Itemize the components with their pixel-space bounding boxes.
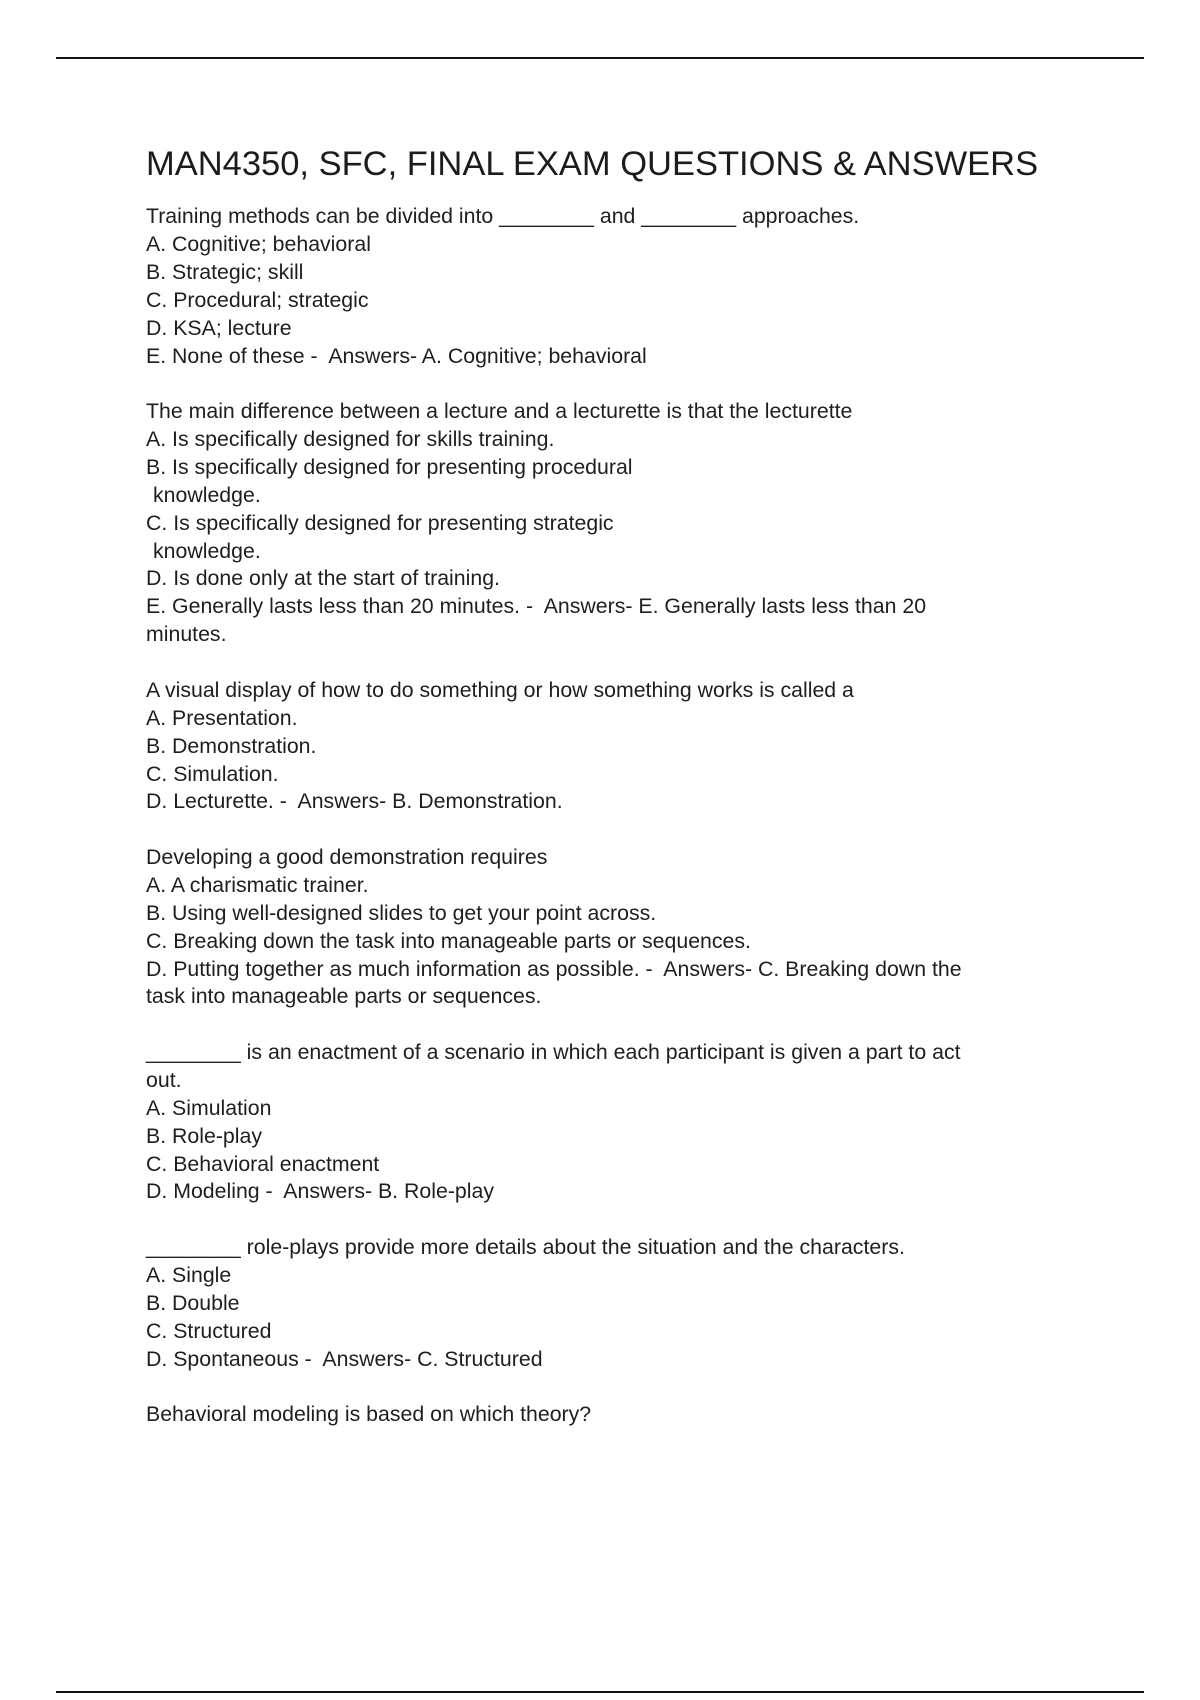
option-b: B. Demonstration. [146, 733, 317, 758]
option-d-answer: D. Putting together as much information as possible. - Answers- C. Breaking down the [146, 956, 962, 981]
option-b: B. Is specifically designed for presenting procedural [146, 454, 633, 479]
question-5 [146, 1039, 1096, 1206]
question-text: A visual display of how to do something or how something works is called a [146, 677, 854, 702]
question-text: ________ is an enactment of a scenario in which each participant is given a part to act [146, 1039, 961, 1064]
question-text: Training methods can be divided into ________ and ________ approaches. [146, 204, 860, 228]
option-d-answer: D. Modeling - Answers- B. Role-play [146, 1179, 494, 1204]
question-7 [146, 1401, 1096, 1429]
question-3 [146, 677, 1096, 817]
question-text: Developing a good demonstration requires [146, 844, 548, 869]
option-d-answer: D. Lecturette. - Answers- B. Demonstration. [146, 789, 563, 814]
option-c: C. Simulation. [146, 761, 279, 786]
option-c: C. Behavioral enactment [146, 1151, 380, 1176]
option-c: C. Procedural; strategic [146, 287, 369, 312]
question-4 [146, 844, 1096, 1011]
question-1 [146, 203, 1096, 370]
option-a: A. Is specifically designed for skills training. [146, 426, 555, 451]
document-title: MAN4350, SFC, FINAL EXAM QUESTIONS & ANSWERS [146, 145, 1039, 183]
option-b: B. Double [146, 1290, 240, 1315]
option-b: B. Strategic; skill [146, 259, 304, 284]
answer-continued: minutes. [146, 622, 227, 647]
option-c: C. Breaking down the task into manageable parts or sequences. [146, 928, 751, 953]
option-c: C. Is specifically designed for presenting strategic [146, 510, 614, 535]
document-body [146, 140, 1096, 1457]
question-text: The main difference between a lecture and a lecturette is that the lecturette [146, 399, 853, 424]
option-e-answer: E. None of these - Answers- A. Cognitive; behavioral [146, 343, 647, 368]
option-c-continued: knowledge. [153, 538, 261, 563]
question-2 [146, 398, 1096, 649]
option-d-answer: D. Spontaneous - Answers- C. Structured [146, 1346, 543, 1371]
option-b: B. Role-play [146, 1123, 262, 1148]
question-text: ________ role-plays provide more details about the situation and the characters. [146, 1234, 905, 1259]
option-a: A. Presentation. [146, 705, 298, 730]
option-a: A. A charismatic trainer. [146, 872, 369, 897]
option-d: D. Is done only at the start of training. [146, 566, 500, 591]
option-a: A. Cognitive; behavioral [146, 231, 371, 256]
option-b: B. Using well-designed slides to get your point across. [146, 900, 657, 925]
answer-continued: task into manageable parts or sequences. [146, 984, 542, 1009]
question-text: Behavioral modeling is based on which theory? [146, 1402, 592, 1427]
question-6 [146, 1234, 1096, 1374]
option-c: C. Structured [146, 1318, 272, 1343]
top-rule [56, 57, 1144, 59]
option-d: D. KSA; lecture [146, 315, 292, 340]
question-text-continued: out. [146, 1067, 182, 1092]
option-a: A. Single [146, 1262, 232, 1287]
bottom-rule [56, 1691, 1144, 1693]
option-a: A. Simulation [146, 1095, 272, 1120]
option-e-answer: E. Generally lasts less than 20 minutes. - Answers- E. Generally lasts less than 20 [146, 594, 927, 619]
option-b-continued: knowledge. [153, 482, 261, 507]
